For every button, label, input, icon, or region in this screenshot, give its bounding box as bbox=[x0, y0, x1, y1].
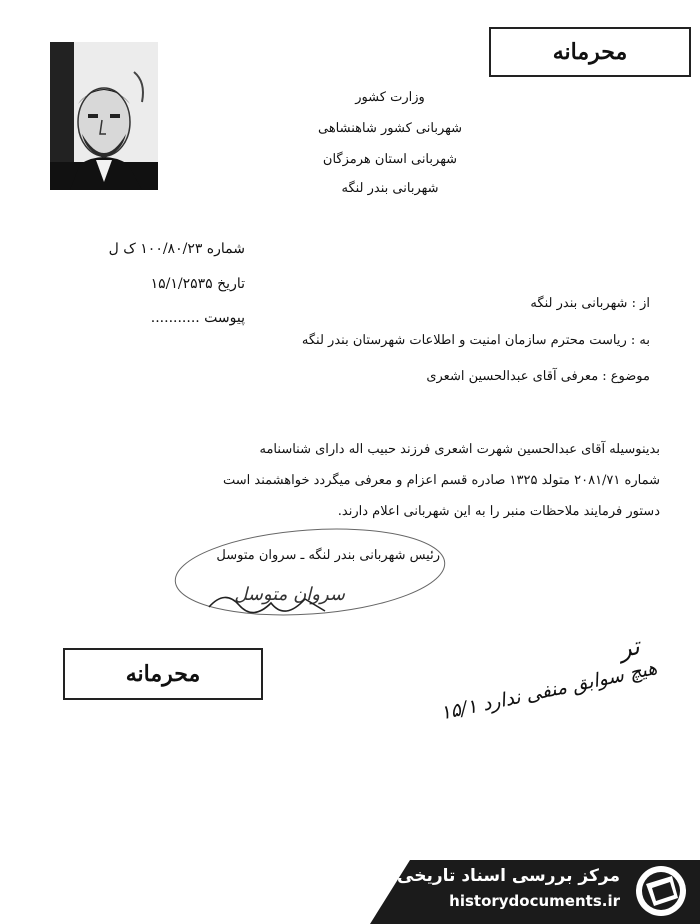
header-national-police: شهربانی کشور شاهنشاهی bbox=[317, 121, 462, 136]
signature-stroke bbox=[205, 585, 335, 625]
signature-scribble: سروان متوسل bbox=[234, 584, 345, 605]
header-ministry: وزارت کشور bbox=[355, 90, 425, 105]
to-line: به : ریاست محترم سازمان امنیت و اطلاعات شهرستان بندر لنگه bbox=[301, 333, 650, 348]
body-line-3: دستور فرمایند ملاحظات منبر را به این شهربانی اعلام دارند. bbox=[337, 504, 660, 519]
handwritten-note-line1: تر bbox=[616, 631, 643, 664]
body-line-1: بدینوسیله آقای عبدالحسین شهرت اشعری فرزند حبیب اله دارای شناسنامه bbox=[259, 442, 660, 457]
handwritten-note-line2: هیچ سوابق منفی ندارد ۱۵/۱ bbox=[438, 657, 660, 725]
subject-line: موضوع : معرفی آقای عبدالحسین اشعری bbox=[426, 369, 650, 384]
classification-stamp-top bbox=[489, 27, 691, 77]
footer-org-name: مرکز بررسی اسناد تاریخی bbox=[397, 866, 620, 886]
classification-label: محرمانه bbox=[552, 39, 628, 65]
body-line-2: شماره ۲۰۸۱/۷۱ متولد ۱۳۲۵ صادره قسم اعزام و معرفی میگردد خواهشمند است bbox=[223, 473, 660, 488]
document-number: شماره ۱۰۰/۸۰/۲۳ ک ل bbox=[108, 241, 245, 257]
header-local-police: شهربانی بندر لنگه bbox=[341, 181, 439, 196]
footer-website: historydocuments.ir bbox=[449, 892, 620, 910]
archive-logo-icon bbox=[632, 862, 690, 920]
document-date: تاریخ ۱۵/۱/۲۵۳۵ bbox=[150, 276, 245, 292]
classification-stamp-bottom bbox=[63, 648, 263, 700]
classification-label: محرمانه bbox=[125, 661, 201, 687]
header-provincial-police: شهربانی استان هرمزگان bbox=[322, 152, 458, 167]
signature-title: رئیس شهربانی بندر لنگه ـ سروان متوسل bbox=[216, 548, 440, 563]
from-line: از : شهربانی بندر لنگه bbox=[530, 296, 650, 311]
person-photo-image bbox=[50, 42, 158, 190]
person-photo bbox=[50, 42, 158, 190]
document-attachment: پیوست ........... bbox=[150, 310, 245, 326]
